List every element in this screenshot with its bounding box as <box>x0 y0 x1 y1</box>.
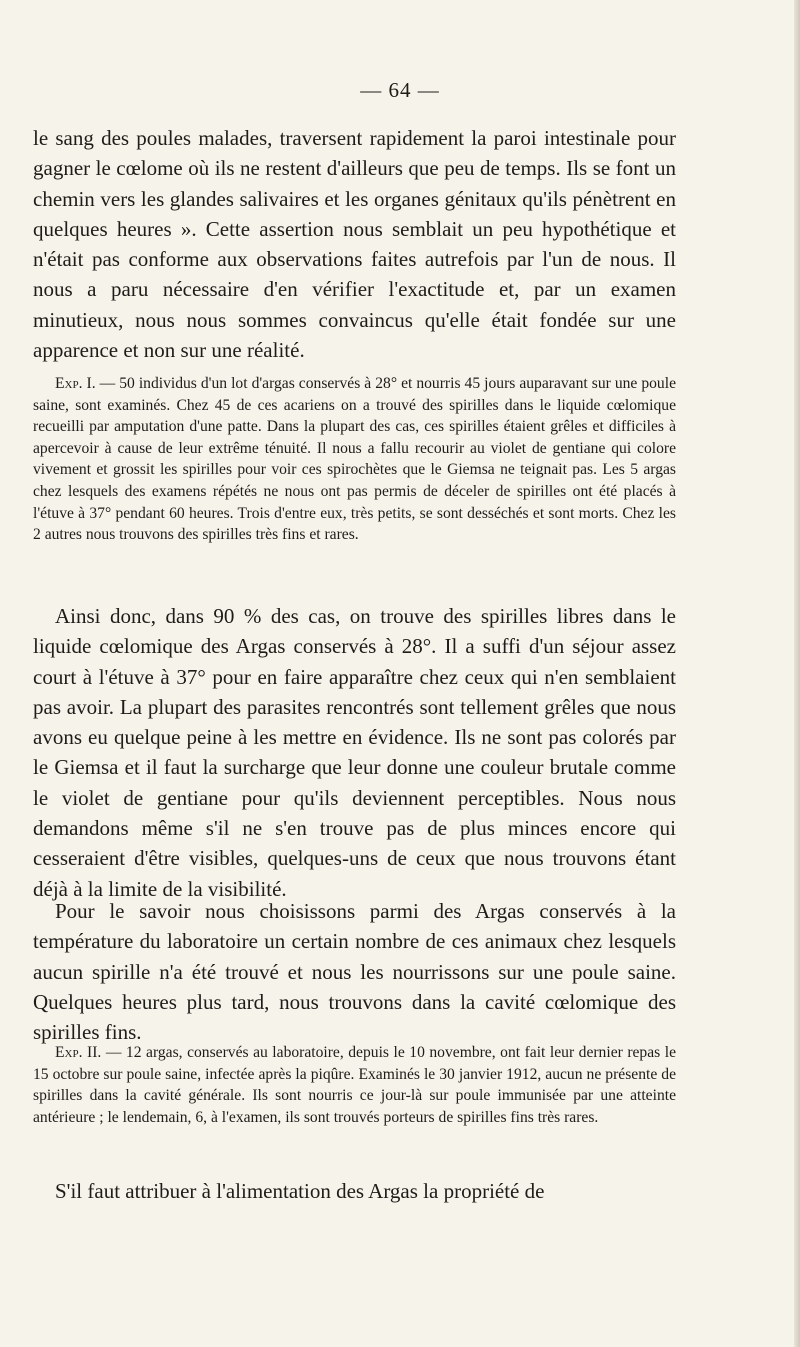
page-number: — 64 — <box>360 78 440 102</box>
paragraph-pour-le-savoir <box>33 896 676 1047</box>
paragraph-text: Pour le savoir nous choisissons parmi des Argas conservés à la température du laboratoire un certain nombre de ces animaux chez lesquels aucun spirille n'a été trouvé et nous les nourrissons sur une poule saine. Quelques heures plus tard, nous trouvons dans la cavité cœlomique des spirilles fins. <box>33 899 676 1045</box>
experiment-note-1 <box>33 373 676 546</box>
paragraph-text: S'il faut attribuer à l'alimentation des Argas la propriété de <box>55 1179 545 1203</box>
experiment-text: — 12 argas, conservés au laboratoire, depuis le 10 novembre, ont fait leur dernier repas le 15 octobre sur poule saine, infectée après la piqûre. Examinés le 30 janvier 1912, aucun ne présente de spirilles dans la cavité générale. Ils sont nourris ce jour-là sur poule immunisée par une atteinte antérieure ; le lendemain, 6, à l'examen, ils sont trouvés porteurs de spirilles fins très rares. <box>33 1044 676 1126</box>
page-edge <box>794 0 800 1347</box>
paragraph-text: Ainsi donc, dans 90 % des cas, on trouve des spirilles libres dans le liquide cœlomique des Argas conservés à 28°. Il a suffi d'un séjour assez court à l'étuve à 37° pour en faire apparaître chez ceux qui n'en semblaient pas avoir. La plupart des parasites rencontrés sont tellement grêles que nous avons eu quelque peine à les mettre en évidence. Ils ne sont pas colorés par le Giemsa et il faut la surcharge que leur donne une couleur brutale comme le violet de gentiane pour qu'ils deviennent perceptibles. Nous nous demandons même s'il ne s'en trouve pas de plus minces encore qui cesseraient d'être visibles, quelques-uns de ceux que nous trouvons étant déjà à la limite de la visibilité. <box>33 604 676 901</box>
experiment-text: — 50 individus d'un lot d'argas conservés à 28° et nourris 45 jours auparavant sur une poule saine, sont examinés. Chez 45 de ces acariens on a trouvé des spirilles dans le liquide cœlomique recueilli par amputation d'une patte. Dans la plupart des cas, ces spirilles étaient grêles et difficiles à apercevoir à cause de leur extrême ténuité. Il nous a fallu recourir au violet de gentiane qui colore vivement et grossit les spirilles pour voir ces spirochètes que le Giemsa ne teignait pas. Les 5 argas chez lesquels des examens répétés ne nous ont pas permis de déceler de spirilles ont été placés à l'étuve à 37° pendant 60 heures. Trois d'entre eux, très petits, se sont desséchés et sont morts. Chez les 2 autres nous trouvons des spirilles très fins et rares. <box>33 375 676 544</box>
paragraph-continuation <box>33 123 676 365</box>
paragraph-text: le sang des poules malades, traversent rapidement la paroi intestinale pour gagner le cœlome où ils ne restent d'ailleurs que peu de temps. Ils se font un chemin vers les glandes salivaires et les organes génitaux qu'ils pénètrent en quelques heures ». Cette assertion nous semblait un peu hypothétique et n'était pas conforme aux observations faites autrefois par l'un de nous. Il nous a paru nécessaire d'en vérifier l'exactitude et, par un examen minutieux, nous nous sommes convaincus qu'elle était fondée sur une apparence et non sur une réalité. <box>33 126 676 363</box>
paragraph-final-line <box>33 1176 676 1206</box>
paragraph-ainsi-donc <box>33 601 676 904</box>
experiment-label: Exp. II. <box>55 1044 102 1061</box>
experiment-label: Exp. I. <box>55 375 96 392</box>
experiment-note-2 <box>33 1042 676 1128</box>
